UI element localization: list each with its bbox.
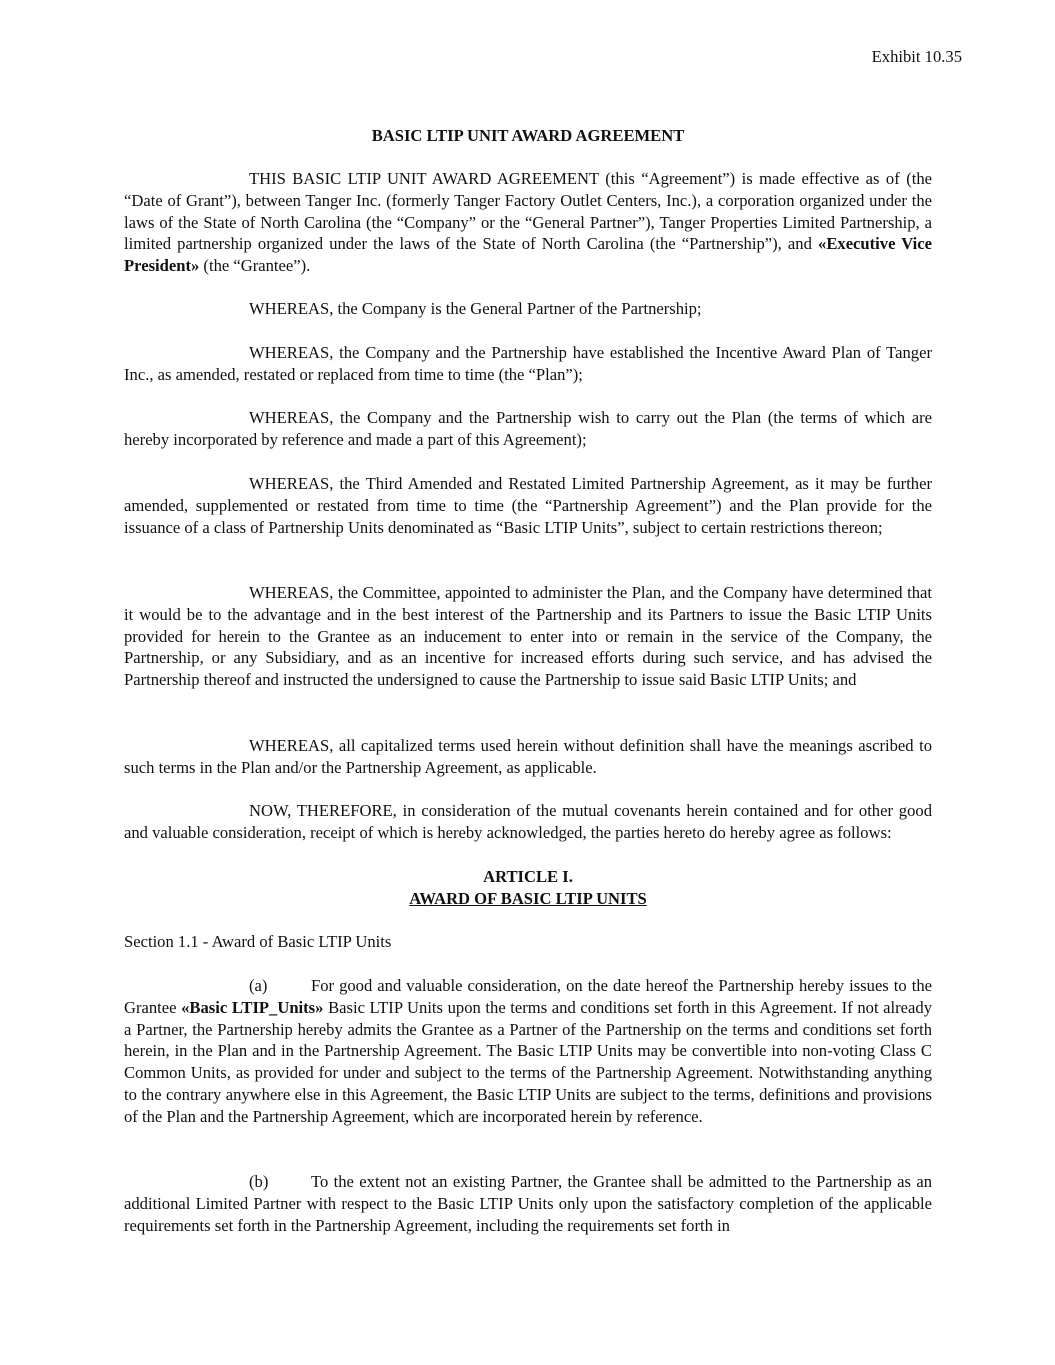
section-a-text-part1: For good and valuable consideration, on the date hereof the Partnership hereby issues to the Grantee: [124, 976, 932, 1017]
article-heading: [124, 866, 932, 910]
grantee-merge-field: «Executive Vice President»: [124, 234, 932, 276]
section-b-text: To the extent not an existing Partner, the Grantee shall be admitted to the Partnership as an additional Limited Partner with respect to the Basic LTIP Units only upon the satisfactory completion of the applicable requirements set forth in the Partnership Agreement, including the requirements set forth in: [124, 1172, 932, 1235]
section-heading: Section 1.1 - Award of Basic LTIP Units: [124, 932, 392, 951]
subsection-label-a: (a): [249, 976, 268, 995]
units-merge-field: «Basic LTIP_Units»: [181, 997, 324, 1017]
section-paragraph-a: [124, 975, 932, 1128]
whereas-paragraph-2: WHEREAS, the Company and the Partnership have established the Incentive Award Plan of Tanger Inc., as amended, restated or replaced from time to time (the “Plan”);: [124, 343, 932, 384]
whereas-paragraph-6: WHEREAS, all capitalized terms used herein without definition shall have the meanings ascribed to such terms in the Plan and/or the Partnership Agreement, as applicable.: [124, 736, 932, 777]
exhibit-label: Exhibit 10.35: [871, 47, 962, 66]
whereas-paragraph-5: WHEREAS, the Committee, appointed to administer the Plan, and the Company have determined that it would be to the advantage and in the best interest of the Partnership and its Partners to issue the Basic LTIP Units provided for herein to the Grantee as an inducement to enter into or remain in the service of the Company, the Partnership, or any Subsidiary, and as an incentive for increased efforts during such service, and has advised the Partnership thereof and instructed the undersigned to cause the Partnership to issue said Basic LTIP Units; and: [124, 583, 932, 690]
whereas-paragraph-4: WHEREAS, the Third Amended and Restated Limited Partnership Agreement, as it may be further amended, supplemented or restated from time to time (the “Partnership Agreement”) and the Plan provide for the issuance of a class of Partnership Units denominated as “Basic LTIP Units”, subject to certain restrictions thereon;: [124, 474, 932, 537]
article-title: AWARD OF BASIC LTIP UNITS: [409, 888, 647, 908]
intro-text-part1: THIS BASIC LTIP UNIT AWARD AGREEMENT (this “Agreement”) is made effective as of (the “Date of Grant”), between Tanger Inc. (formerly Tanger Factory Outlet Centers, Inc.), a corporation organized under the laws of the State of North Carolina (the “Company” or the “General Partner”), Tanger Properties Limited Partnership, a limited partnership organized under the laws of the State of North Carolina (the “Partnership”), and: [124, 169, 932, 254]
section-paragraph-b: [124, 1171, 932, 1236]
intro-paragraph: [124, 168, 932, 277]
now-therefore-paragraph: NOW, THEREFORE, in consideration of the mutual covenants herein contained and for other good and valuable consideration, receipt of which is hereby acknowledged, the parties hereto do hereby agree as follows:: [124, 801, 932, 842]
whereas-paragraph-1: WHEREAS, the Company is the General Partner of the Partnership;: [249, 299, 702, 318]
section-a-text-part2: Basic LTIP Units upon the terms and conditions set forth in this Agreement. If not already a Partner, the Partnership hereby admits the Grantee as a Partner of the Partnership on the terms and conditions set forth herein, in the Plan and in the Partnership Agreement. The Basic LTIP Units may be convertible into non-voting Class C Common Units, as provided for under and subject to the terms of the Partnership Agreement. Notwithstanding anything to the contrary anywhere else in this Agreement, the Basic LTIP Units are subject to the terms, definitions and provisions of the Plan and the Partnership Agreement, which are incorporated herein by reference.: [124, 997, 932, 1126]
article-number: ARTICLE I.: [483, 867, 573, 886]
subsection-label-b: (b): [249, 1172, 269, 1191]
document-title: BASIC LTIP UNIT AWARD AGREEMENT: [371, 126, 685, 145]
intro-text-part2: (the “Grantee”).: [199, 256, 311, 276]
whereas-paragraph-3: WHEREAS, the Company and the Partnership wish to carry out the Plan (the terms of which are hereby incorporated by reference and made a part of this Agreement);: [124, 408, 932, 449]
